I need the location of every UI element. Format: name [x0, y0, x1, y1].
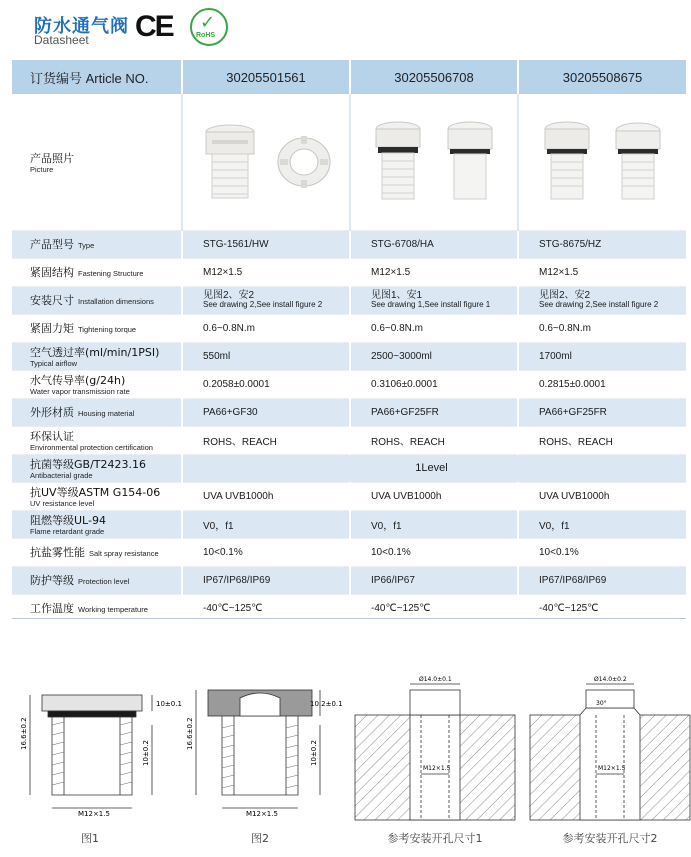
value-cell: [182, 538, 350, 566]
value-cell: [350, 258, 518, 286]
product-photo-cell: [518, 94, 686, 230]
label-en: Environmental protection certification: [30, 443, 153, 452]
value-text: 2500~3000ml: [371, 350, 432, 362]
value-cell: [350, 286, 518, 314]
value-cell: [182, 510, 350, 538]
value-cell: [350, 510, 518, 538]
value-text: ROHS、REACH: [203, 436, 277, 448]
value-cell: [182, 398, 350, 426]
value-text: IP67/IP68/IP69: [539, 574, 607, 586]
label-cn: 安装尺寸: [30, 294, 74, 307]
value-cell: [350, 230, 518, 258]
value-cell: [182, 370, 350, 398]
value-cell: [182, 258, 350, 286]
value-text: IP66/IP67: [371, 574, 415, 586]
value-text: 10<0.1%: [203, 546, 243, 558]
label-cn: 抗UV等级ASTM G154-06: [30, 486, 161, 499]
value-cell: [518, 398, 686, 426]
drawings-section: [0, 640, 691, 857]
dim-cap-height: 10.2±0.1: [310, 700, 343, 708]
value-subtext: See drawing 2,See install figure 2: [203, 300, 323, 310]
table-row: [12, 342, 686, 370]
row-label: [12, 454, 182, 482]
value-cell: [350, 566, 518, 594]
value-text: V0，f1: [203, 520, 234, 532]
table-row: [12, 314, 686, 342]
spec-table: [12, 60, 686, 622]
vent-valve-photo: [608, 119, 668, 205]
article-label: 订货编号 Article NO.: [12, 60, 182, 94]
value-cell: [518, 230, 686, 258]
rohs-label: RoHS: [196, 32, 216, 39]
value-text: UVA UVB1000h: [539, 490, 610, 502]
label-cn: 防护等级: [30, 574, 74, 587]
article-number: 30205501561: [182, 60, 350, 94]
table-row: [12, 538, 686, 566]
value-text: UVA UVB1000h: [203, 490, 274, 502]
value-text: 0.6~0.8N.m: [203, 322, 255, 334]
label-cn: 环保认证: [30, 430, 74, 443]
label-en: UV resistance level: [30, 499, 95, 508]
value-cell: [518, 482, 686, 510]
row-label: [12, 258, 182, 286]
value-text: 550ml: [203, 350, 231, 362]
value-text: STG-6708/HA: [371, 238, 434, 250]
table-row: [12, 370, 686, 398]
value-text: 见图1、安1: [371, 290, 423, 302]
label-en: Salt spray resistance: [89, 549, 159, 558]
product-photo-cell: [350, 94, 518, 230]
value-cell: [182, 482, 350, 510]
label-cn: 阻燃等级UL-94: [30, 514, 106, 527]
dim-cap-height: 10±0.1: [156, 700, 182, 708]
dim-body-height: 10±0.2: [310, 740, 318, 766]
value-cell: [518, 426, 686, 454]
label-en: Tightening torque: [78, 325, 137, 334]
value-cell: [350, 482, 518, 510]
row-label: [12, 314, 182, 342]
label-en: Installation dimensions: [78, 297, 154, 306]
header: [0, 0, 691, 55]
install-drawing-1: [355, 670, 515, 820]
value-cell: [350, 398, 518, 426]
value-cell: [518, 258, 686, 286]
picture-row: [12, 94, 686, 230]
row-label: [12, 566, 182, 594]
label-en: Working temperature: [78, 605, 148, 615]
vent-valve-photo: [368, 119, 428, 205]
value-cell: [182, 426, 350, 454]
value-text: PA66+GF25FR: [371, 406, 439, 418]
value-cell: [518, 510, 686, 538]
page-subtitle: Datasheet: [34, 33, 89, 47]
row-label: [12, 94, 182, 230]
dim-thread: M12×1.5: [423, 765, 451, 772]
table-row: [12, 566, 686, 594]
value-text: 10<0.1%: [371, 546, 411, 558]
vent-valve-photo: [537, 119, 597, 205]
value-text: 0.2815±0.0001: [539, 378, 606, 390]
value-text: 0.6~0.8N.m: [371, 322, 423, 334]
value-text: 见图2、安2: [203, 290, 255, 302]
check-icon: ✓: [200, 12, 216, 33]
spec-rows: [12, 230, 686, 622]
value-text: PA66+GF30: [203, 406, 258, 418]
label-cn: 紧固结构: [30, 266, 74, 279]
value-cell: [350, 342, 518, 370]
dim-body-height: 10±0.2: [142, 740, 150, 766]
label-en: Fastening Structure: [78, 269, 144, 278]
row-label: [12, 398, 182, 426]
value-text: 1700ml: [539, 350, 572, 362]
label-cn: 抗菌等级GB/T2423.16: [30, 458, 146, 471]
value-cell: [182, 286, 350, 314]
value-text: M12×1.5: [371, 266, 411, 278]
value-subtext: See drawing 2,See install figure 2: [539, 300, 659, 310]
table-row: [12, 230, 686, 258]
divider: [12, 618, 686, 619]
value-cell: [182, 314, 350, 342]
value-text: ROHS、REACH: [539, 436, 613, 448]
value-text: -40℃~125℃: [371, 602, 431, 614]
row-label: [12, 538, 182, 566]
value-text: 0.3106±0.0001: [371, 378, 438, 390]
value-text: M12×1.5: [203, 266, 243, 278]
value-text: 0.6~0.8N.m: [539, 322, 591, 334]
label-en: Type: [78, 241, 95, 250]
row-label: [12, 426, 182, 454]
label-en: Protection level: [78, 577, 130, 586]
caption-install-1: 参考安装开孔尺寸1: [387, 832, 483, 845]
dim-bore: Ø14.0±0.2: [594, 676, 627, 683]
value-text: M12×1.5: [539, 266, 579, 278]
vent-valve-photo: [440, 119, 500, 205]
locknut-photo: [274, 127, 334, 197]
label-en: Typical airflow: [30, 359, 78, 368]
value-text: UVA UVB1000h: [371, 490, 442, 502]
label-en: Housing material: [78, 409, 135, 418]
value-text: V0，f1: [371, 520, 402, 532]
value-cell: [518, 370, 686, 398]
ce-mark-icon: CE: [135, 10, 173, 43]
value-cell: [518, 566, 686, 594]
value-text: 0.2058±0.0001: [203, 378, 270, 390]
value-cell: [350, 426, 518, 454]
label-cn: 外形材质: [30, 406, 74, 419]
install-drawing-2: [530, 670, 690, 820]
value-text: V0，f1: [539, 520, 570, 532]
caption-install-2: 参考安装开孔尺寸2: [562, 832, 658, 845]
label-en: Antibacterial grade: [30, 471, 93, 480]
dim-thread: M12×1.5: [246, 810, 278, 818]
label-cn: 水气传导率(g/24h): [30, 374, 126, 387]
value-text: IP67/IP68/IP69: [203, 574, 271, 586]
label-cn: 空气透过率(ml/min/1PSI): [30, 346, 160, 359]
value-cell: [518, 286, 686, 314]
label-cn: 紧固力矩: [30, 322, 74, 335]
row-label: [12, 286, 182, 314]
table-row: [12, 454, 686, 482]
label-cn: 工作温度: [30, 602, 74, 616]
value-cell: [350, 314, 518, 342]
article-number: 30205508675: [518, 60, 686, 94]
value-cell: [350, 370, 518, 398]
value-text: ROHS、REACH: [371, 436, 445, 448]
table-row: [12, 398, 686, 426]
table-row: [12, 482, 686, 510]
row-label: [12, 510, 182, 538]
row-label: [12, 342, 182, 370]
table-row: [12, 426, 686, 454]
table-row: [12, 258, 686, 286]
label-cn: 产品照片: [30, 151, 74, 165]
value-cell: [350, 538, 518, 566]
dim-thread: M12×1.5: [78, 810, 110, 818]
value-text: STG-8675/HZ: [539, 238, 602, 250]
value-cell: [182, 566, 350, 594]
label-cn: 抗盐雾性能: [30, 546, 85, 559]
row-label: [12, 482, 182, 510]
caption-figure-2: 图2: [251, 832, 269, 845]
value-text: 见图2、安2: [539, 290, 591, 302]
page-title: 防水通气阀: [34, 16, 129, 37]
table-header-row: [12, 60, 686, 94]
row-label: [12, 230, 182, 258]
dim-height: 16.6±0.2: [186, 717, 194, 750]
rohs-icon: [190, 8, 228, 46]
value-cell: [518, 314, 686, 342]
value-cell: [518, 342, 686, 370]
label-en: Flame retardant grade: [30, 527, 105, 536]
dim-thread: M12×1.5: [598, 765, 626, 772]
label-cn: 产品型号: [30, 238, 74, 251]
value-subtext: See drawing 1,See install figure 1: [371, 300, 491, 310]
table-row: [12, 510, 686, 538]
row-label: [12, 370, 182, 398]
dim-bore: Ø14.0±0.1: [419, 676, 452, 683]
article-number: 30205506708: [350, 60, 518, 94]
value-text: STG-1561/HW: [203, 238, 269, 250]
value-cell: [182, 230, 350, 258]
dim-height: 16.6±0.2: [20, 717, 28, 750]
dim-angle: 30°: [596, 700, 607, 707]
table-row: [12, 286, 686, 314]
drawing-1: [12, 670, 182, 820]
caption-figure-1: 图1: [81, 832, 99, 845]
product-photo-cell: [182, 94, 350, 230]
merged-value-cell: 1Level: [182, 454, 686, 482]
value-text: 10<0.1%: [539, 546, 579, 558]
value-cell: [518, 538, 686, 566]
value-text: -40℃~125℃: [203, 602, 263, 614]
vent-valve-photo: [198, 122, 262, 202]
value-text: PA66+GF25FR: [539, 406, 607, 418]
label-en: Water vapor transmission rate: [30, 387, 130, 396]
value-text: -40℃~125℃: [539, 602, 599, 614]
drawing-2: [180, 670, 343, 820]
value-cell: [182, 342, 350, 370]
label-en: Picture: [30, 164, 54, 174]
